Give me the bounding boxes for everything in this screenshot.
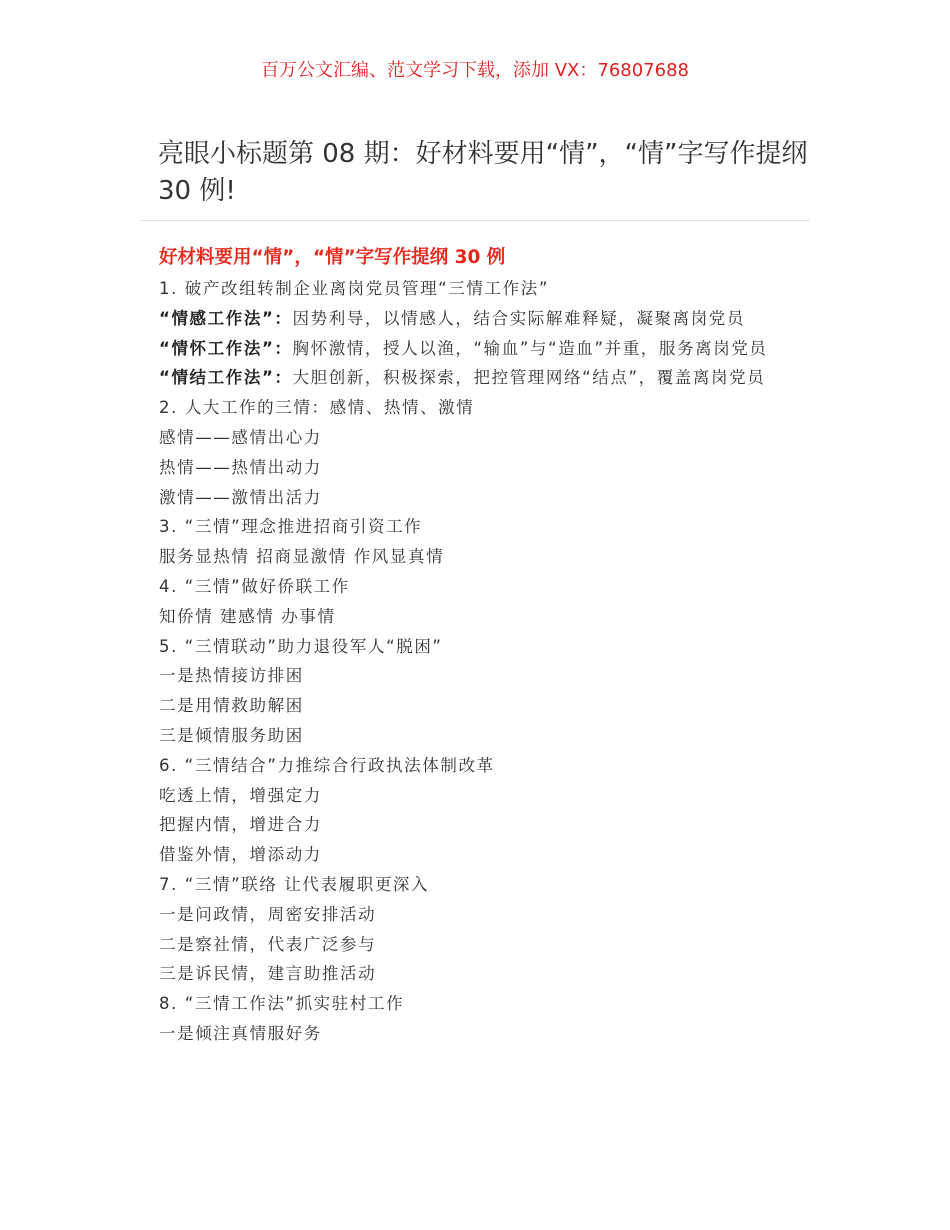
body-line <box>159 602 789 632</box>
line-text: 4. “三情”做好侨联工作 <box>159 576 350 596</box>
body-line <box>159 274 789 304</box>
body-line <box>159 781 789 811</box>
bold-label: “情怀工作法”： <box>159 338 293 358</box>
line-text: 一是问政情，周密安排活动 <box>159 904 377 924</box>
body-line <box>159 930 789 960</box>
line-text: 大胆创新，积极探索，把控管理网络“结点”，覆盖离岗党员 <box>292 368 766 388</box>
line-text: 6. “三情结合”力推综合行政执法体制改革 <box>159 755 495 775</box>
body-line <box>159 334 789 364</box>
body-line <box>159 423 789 453</box>
watermark-banner: 百万公文汇编、范文学习下载，添加 VX：76807688 <box>261 60 689 81</box>
body-line <box>159 721 789 751</box>
line-text: 热情——热情出动力 <box>159 457 322 477</box>
line-text: 因势利导，以情感人，结合实际解难释疑，凝聚离岗党员 <box>292 308 745 328</box>
line-text: 吃透上情，增强定力 <box>159 785 322 805</box>
line-text: 二是察社情，代表广泛参与 <box>159 934 377 954</box>
article-body <box>159 244 789 1049</box>
section-heading: 好材料要用“情”，“情”字写作提纲 30 例 <box>159 247 506 268</box>
line-text: 三是倾情服务助困 <box>159 725 304 745</box>
body-line <box>159 900 789 930</box>
body-line <box>159 870 789 900</box>
line-text: 胸怀激情，授人以渔，“输血”与“造血”并重，服务离岗党员 <box>292 338 768 358</box>
line-text: 1. 破产改组转制企业离岗党员管理“三情工作法” <box>159 279 549 298</box>
line-text: 8. “三情工作法”抓实驻村工作 <box>159 994 405 1014</box>
body-line <box>159 1019 789 1049</box>
line-text: 2. 人大工作的三情：感情、热情、激情 <box>159 398 475 418</box>
body-line <box>159 810 789 840</box>
body-line <box>159 363 789 393</box>
line-text: 把握内情，增进合力 <box>159 815 322 835</box>
line-text: 借鉴外情，增添动力 <box>159 845 322 865</box>
line-text: 5. “三情联动”助力退役军人“脱困” <box>159 636 443 656</box>
body-line <box>159 661 789 691</box>
body-line <box>159 304 789 334</box>
line-text: 7. “三情”联络 让代表履职更深入 <box>159 874 430 894</box>
body-line <box>159 512 789 542</box>
line-text: 一是热情接访排困 <box>159 666 304 686</box>
body-line <box>159 542 789 572</box>
body-line <box>159 632 789 662</box>
line-text: 知侨情 建感情 办事情 <box>159 606 336 626</box>
body-line <box>159 840 789 870</box>
divider <box>140 220 810 221</box>
line-text: 激情——激情出活力 <box>159 487 322 507</box>
body-lines <box>159 274 789 1049</box>
line-text: 3. “三情”理念推进招商引资工作 <box>159 517 423 537</box>
body-line <box>159 751 789 781</box>
bold-label: “情感工作法”： <box>159 308 293 328</box>
body-line <box>159 959 789 989</box>
line-text: 二是用情救助解困 <box>159 696 304 716</box>
body-line <box>159 989 789 1019</box>
body-line <box>159 572 789 602</box>
line-text: 三是诉民情，建言助推活动 <box>159 964 377 984</box>
bold-label: “情结工作法”： <box>159 368 293 388</box>
body-line <box>159 393 789 423</box>
body-line <box>159 483 789 513</box>
body-line <box>159 691 789 721</box>
body-line <box>159 453 789 483</box>
article-title: 亮眼小标题第 08 期：好材料要用“情”，“情”字写作提纲 30 例! <box>158 139 808 206</box>
line-text: 服务显热情 招商显激情 作风显真情 <box>159 547 445 567</box>
line-text: 一是倾注真情服好务 <box>159 1023 322 1043</box>
line-text: 感情——感情出心力 <box>159 427 322 447</box>
